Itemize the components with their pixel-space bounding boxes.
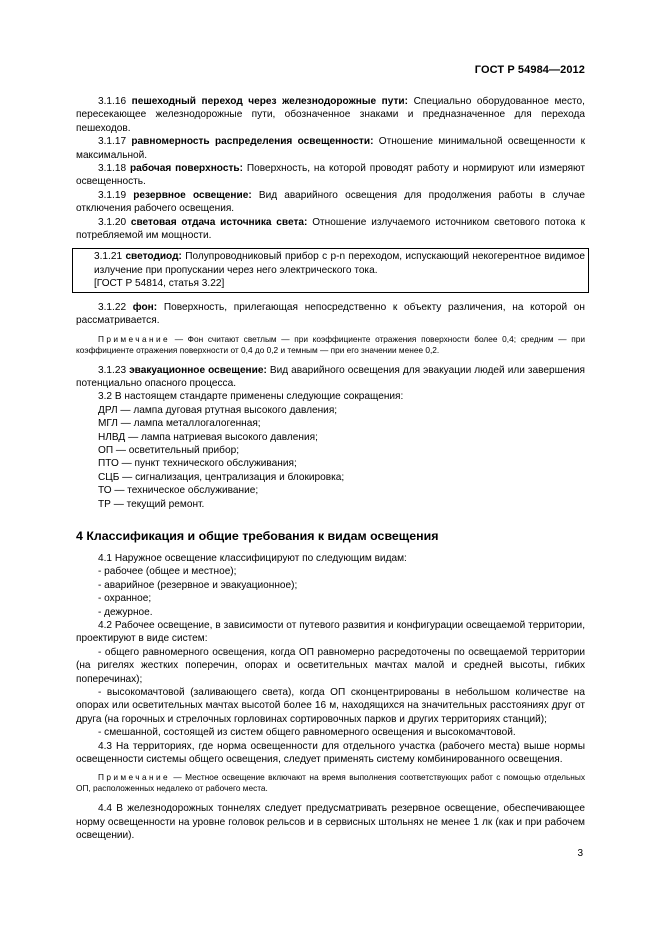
list-item: ДРЛ — лампа дуговая ртутная высокого давления; [98, 404, 338, 416]
list-item: - аварийное (резервное и эвакуационное); [98, 579, 298, 591]
list-item: ТО — техническое обслуживание; [98, 485, 259, 497]
list-item: НЛВД — лампа натриевая высокого давления; [98, 431, 318, 443]
note-label: Примечание [98, 333, 171, 344]
term: рабочая поверхность: [129, 163, 243, 175]
note-fon: Примечание — Фон считают светлым — при коэффициенте отражения поверхности более 0,4; средним — при коэффициенте отражения поверхности от 0,4 до 0,2 и темным — при его значении менее 0,2. [76, 333, 585, 355]
definition-3-1-23: 3.1.23 эвакуационное освещение: Вид аварийного освещения для эвакуации людей или завершения потенциально опасного процесса. [76, 364, 585, 389]
definition-3-1-16: 3.1.16 пешеходный переход через железнодорожные пути: Специально оборудованное место, пересекающее железнодорожные пути, обозначенное знаками и предназначенное для перехода пешеходов. [76, 96, 585, 134]
term: пешеходный переход через железнодорожные пути: [131, 96, 409, 107]
note-local-lighting: Примечание — Местное освещение включают на время выполнения соответствующих работ с помощью отдельных ОП, расположенных недалеко от рабочего места. [76, 772, 585, 794]
list-item: ТР — текущий ремонт. [98, 498, 205, 510]
note-label: Примечание [98, 772, 171, 783]
list-item: МГЛ — лампа металлогалогенная; [98, 418, 261, 430]
list-item: - дежурное. [98, 606, 153, 618]
list-item: - высокомачтовой (заливающего света), когда ОП сконцентрированы в небольшом количестве на опорах или осветительных мачтах высотой более 16 м, находящихся на значительных расстояниях друг от друга (на горочных и стрелочных горловинах сортировочных парков и других территориях станций); [76, 687, 585, 725]
boxed-definition-3-1-21 [72, 248, 589, 292]
reference: [ГОСТ Р 54814, статья 3.22] [94, 278, 225, 290]
definition-3-1-18: 3.1.18 рабочая поверхность: Поверхность, на которой проводят работу и нормируют или измеряют освещенность. [76, 163, 585, 188]
section-heading: 4 Классификация и общие требования к видам освещения [76, 528, 439, 543]
paragraph-4-1: 4.1 Наружное освещение классифицируют по следующим видам: [98, 552, 407, 564]
definition-3-1-21: 3.1.21 светодиод: Полупроводниковый прибор с p-n переходом, испускающий некогерентное видимое излучение при пропускании через него электрического тока. [94, 251, 585, 276]
list-item: ПТО — пункт технического обслуживания; [98, 458, 297, 470]
list-item: - смешанной, состоящей из систем общего равномерного освещения и высокомачтовой. [98, 727, 516, 739]
paragraph-4-2: 4.2 Рабочее освещение, в зависимости от путевого развития и конфигурации освещаемой территории, проектируют в виде систем: [76, 620, 585, 645]
list-item: - охранное; [98, 593, 152, 605]
page-number: 3 [577, 848, 583, 859]
term: равномерность распределения освещенности: [131, 136, 374, 148]
abbreviations-list [76, 404, 585, 511]
list-item: ОП — осветительный прибор; [98, 444, 239, 456]
definition-3-1-17: 3.1.17 равномерность распределения освещенности: Отношение минимальной освещенности к максимальной. [76, 136, 585, 161]
term: резервное освещение: [133, 189, 252, 201]
definition-3-1-20: 3.1.20 световая отдача источника света: Отношение излучаемого источником светового потока к потребляемой им мощности. [76, 216, 585, 242]
definition-3-1-19: 3.1.19 резервное освещение: Вид аварийного освещения для продолжения работы в случае отключения рабочего освещения. [76, 189, 585, 215]
paragraph-4-3: 4.3 На территориях, где норма освещенности для отдельного участка (рабочего места) выше нормы освещенности системы общего освещения, следует применять систему комбинированного освещения. [76, 740, 585, 766]
term: световая отдача источника света: [130, 216, 308, 228]
document-header: ГОСТ Р 54984—2012 [474, 64, 585, 76]
paragraph-4-4: 4.4 В железнодорожных тоннелях следует предусматривать резервное освещение, обеспечивающее норму освещенности на уровне головок рельсов и в сервисных штольнях не менее 1 лк (как и при рабочем освещении). [76, 803, 585, 842]
list-item: СЦБ — сигнализация, централизация и блокировка; [98, 471, 345, 483]
document-body [76, 95, 585, 843]
lighting-types-list [76, 565, 585, 619]
abbreviations-intro: 3.2 В настоящем стандарте применены следующие сокращения: [98, 391, 404, 403]
term: фон: [132, 301, 158, 313]
list-item: - общего равномерного освещения, когда ОП равномерно расредоточены по освещаемой территории (на ригелях жестких поперечин, опорах и осветительных мачтах малой и средней высоты, гибких поперечинах); [76, 646, 585, 685]
definition-3-1-22: 3.1.22 фон: Поверхность, прилегающая непосредственно к объекту различения, на которой он рассматривается. [76, 301, 585, 327]
list-item: - рабочее (общее и местное); [98, 566, 237, 578]
term: эвакуационное освещение: [129, 364, 267, 376]
term: светодиод: [125, 251, 182, 263]
